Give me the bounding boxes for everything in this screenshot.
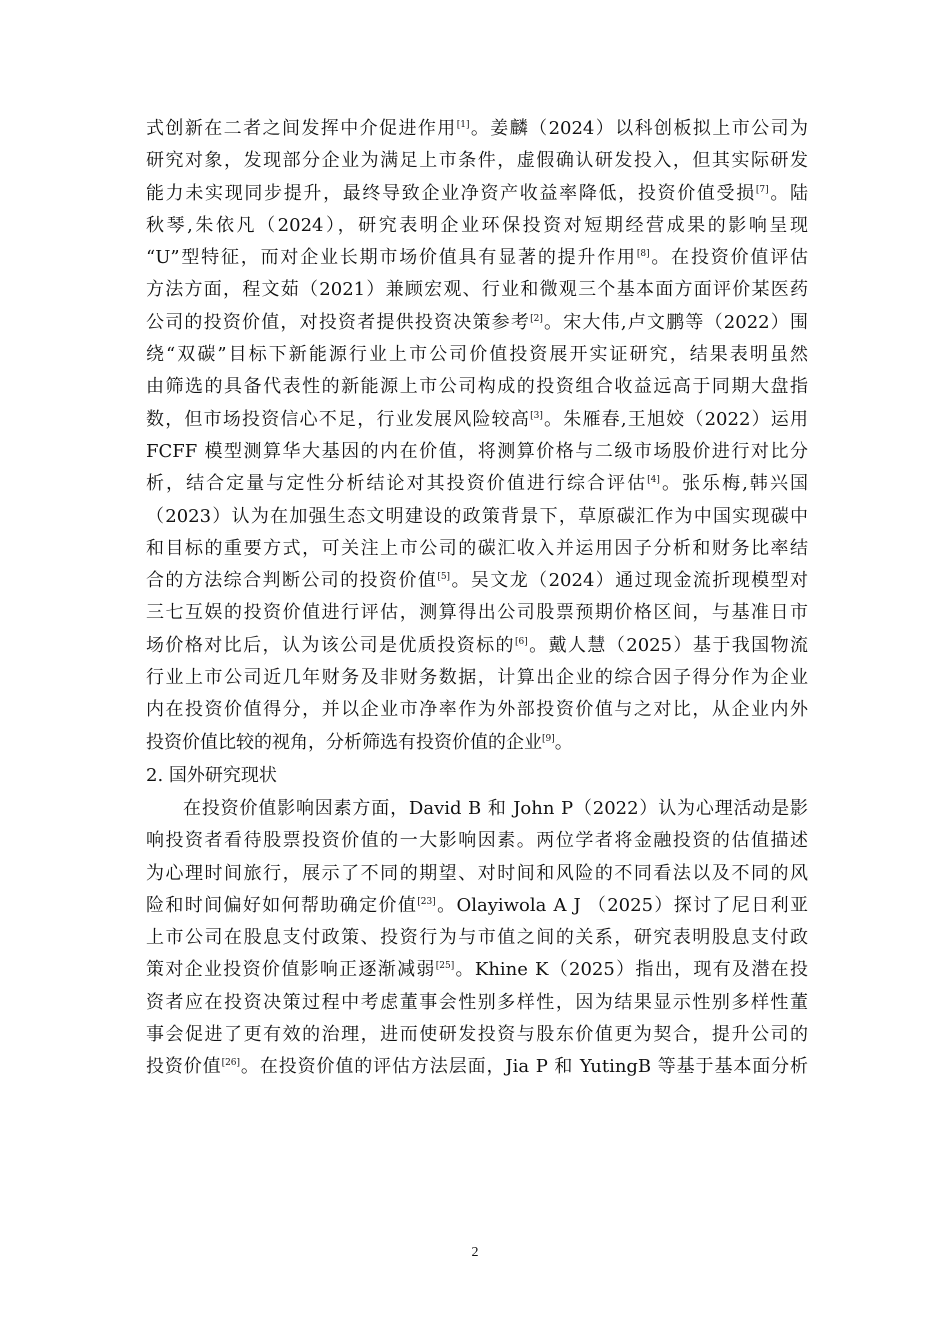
line-text: 方法方面，程文茹（2021）兼顾宏观、行业和微观三个基本面方面评价某医药 bbox=[146, 279, 808, 301]
line-text: 投资价值比较的视角，分析筛选有投资价值的企业 bbox=[146, 731, 542, 753]
line-text: 绕“双碳”目标下新能源行业上市公司价值投资展开实证研究，结果表明虽然 bbox=[146, 344, 808, 366]
line-text: 和目标的重要方式，可关注上市公司的碳汇收入并运用因子分析和财务比率结 bbox=[146, 537, 808, 559]
text-line bbox=[146, 113, 808, 145]
text-line bbox=[146, 565, 808, 597]
line-text: 析，结合定量与定性分析结论对其投资价值进行综合评估 bbox=[146, 473, 648, 495]
line-text: 公司的投资价值，对投资者提供投资决策参考 bbox=[146, 311, 531, 333]
text-line bbox=[146, 339, 808, 371]
section-heading: 2. 国外研究现状 bbox=[146, 764, 277, 786]
line-text-after-citation: 。朱雁春,王旭姣（2022）运用 bbox=[542, 408, 808, 430]
citation-ref: [26] bbox=[221, 1058, 241, 1069]
paragraph-foreign-research bbox=[146, 793, 808, 1084]
line-text-after-citation: 。戴人慧（2025）基于我国物流 bbox=[527, 634, 808, 656]
text-line bbox=[146, 533, 808, 565]
body-text bbox=[146, 113, 808, 1084]
line-text: 研究对象，发现部分企业为满足上市条件，虚假确认研发投入，但其实际研发 bbox=[146, 150, 808, 172]
text-line bbox=[146, 597, 808, 629]
line-text-after-citation: 。宋大伟,卢文鹏等（2022）围 bbox=[542, 311, 808, 333]
line-text: 响投资者看待股票投资价值的一大影响因素。两位学者将金融投资的估值描述 bbox=[146, 830, 808, 852]
citation-ref: [4] bbox=[647, 475, 660, 486]
text-line bbox=[146, 694, 808, 726]
citation-ref: [7] bbox=[755, 184, 769, 195]
line-text: “U”型特征，而对企业长期市场价值具有显著的提升作用 bbox=[146, 247, 637, 269]
line-text-after-citation: 。陆 bbox=[768, 182, 808, 204]
line-text: 由筛选的具备代表性的新能源上市公司构成的投资组合收益远高于同期大盘指 bbox=[146, 376, 808, 398]
paragraph-domestic-research bbox=[146, 113, 808, 759]
text-line bbox=[146, 825, 808, 857]
citation-ref: [2] bbox=[530, 313, 543, 324]
text-line bbox=[146, 178, 808, 210]
line-text: FCFF 模型测算华大基因的内在价值，将测算价格与二级市场股价进行对比分 bbox=[146, 440, 808, 462]
line-text-after-citation: 。Khine K（2025）指出，现有及潜在投 bbox=[454, 959, 808, 981]
text-line bbox=[146, 307, 808, 339]
line-text: 投资价值 bbox=[146, 1056, 222, 1078]
line-text: 在投资价值影响因素方面，David B 和 John P（2022）认为心理活动是影 bbox=[183, 797, 808, 819]
line-text: 秋琴,朱依凡（2024），研究表明企业环保投资对短期经营成果的影响呈现 bbox=[146, 214, 808, 236]
line-text: 事会促进了更有效的治理，进而使研发投资与股东价值更为契合，提升公司的 bbox=[146, 1024, 808, 1046]
text-line bbox=[146, 371, 808, 403]
citation-ref: [25] bbox=[435, 961, 455, 972]
line-text: 合的方法综合判断公司的投资价值 bbox=[146, 570, 438, 592]
line-text-after-citation: 。吴文龙（2024）通过现金流折现模型对 bbox=[450, 570, 808, 592]
page-number: 2 bbox=[471, 1245, 479, 1260]
citation-ref: [1] bbox=[456, 120, 470, 130]
text-line bbox=[146, 145, 808, 177]
line-text: 能力未实现同步提升，最终导致企业净资产收益率降低，投资价值受损 bbox=[146, 182, 756, 204]
text-line bbox=[146, 1019, 808, 1051]
citation-ref: [3] bbox=[530, 410, 543, 421]
line-text: 险和时间偏好如何帮助确定价值 bbox=[146, 894, 418, 916]
line-text: 数，但市场投资信心不足，行业发展风险较高 bbox=[146, 408, 531, 430]
citation-ref: [6] bbox=[514, 636, 528, 647]
text-line bbox=[146, 987, 808, 1019]
text-line bbox=[146, 662, 808, 694]
line-text-after-citation: 。姜麟（2024）以科创板拟上市公司为 bbox=[469, 118, 808, 139]
line-text-after-citation: 。 bbox=[554, 731, 573, 753]
text-line bbox=[146, 404, 808, 436]
line-text: 为心理时间旅行，展示了不同的期望、对时间和风险的不同看法以及不同的风 bbox=[146, 862, 808, 884]
line-text: 式创新在二者之间发挥中介促进作用 bbox=[146, 118, 457, 139]
line-text-after-citation: 。在投资价值的评估方法层面，Jia P 和 YutingB 等基于基本面分析 bbox=[240, 1056, 808, 1078]
line-text: （2023）认为在加强生态文明建设的政策背景下，草原碳汇作为中国实现碳中 bbox=[146, 505, 808, 527]
line-text-after-citation: 。在投资价值评估 bbox=[649, 247, 808, 269]
text-line bbox=[146, 242, 808, 274]
line-text: 内在投资价值得分，并以企业市净率作为外部投资价值与之对比，从企业内外 bbox=[146, 699, 808, 721]
text-line bbox=[146, 922, 808, 954]
text-line bbox=[146, 890, 808, 922]
text-line bbox=[146, 274, 808, 306]
text-line bbox=[146, 793, 808, 825]
line-text: 策对企业投资价值影响正逐渐减弱 bbox=[146, 959, 436, 981]
line-text: 上市公司在股息支付政策、投资行为与市值之间的关系，研究表明股息支付政 bbox=[146, 927, 808, 949]
line-text: 行业上市公司近几年财务及非财务数据，计算出企业的综合因子得分作为企业 bbox=[146, 667, 808, 689]
text-line bbox=[146, 858, 808, 890]
citation-ref: [23] bbox=[417, 896, 436, 907]
text-line bbox=[146, 630, 808, 662]
text-line bbox=[146, 954, 808, 986]
text-line bbox=[146, 468, 808, 500]
citation-ref: [5] bbox=[437, 572, 451, 583]
text-line bbox=[146, 727, 808, 759]
line-text: 三七互娱的投资价值进行评估，测算得出公司股票预期价格区间，与基准日市 bbox=[146, 602, 808, 624]
text-line bbox=[146, 436, 808, 468]
line-text-after-citation: 。张乐梅,韩兴国 bbox=[659, 473, 808, 495]
line-text: 资者应在投资决策过程中考虑董事会性别多样性，因为结果显示性别多样性董 bbox=[146, 991, 808, 1013]
line-text-after-citation: 。Olayiwola A J （2025）探讨了尼日利亚 bbox=[435, 894, 808, 916]
citation-ref: [8] bbox=[636, 249, 650, 260]
line-text: 场价格对比后，认为该公司是优质投资标的 bbox=[146, 634, 515, 656]
text-line bbox=[146, 1051, 808, 1083]
text-line bbox=[146, 501, 808, 533]
text-line bbox=[146, 210, 808, 242]
citation-ref: [9] bbox=[542, 733, 555, 744]
